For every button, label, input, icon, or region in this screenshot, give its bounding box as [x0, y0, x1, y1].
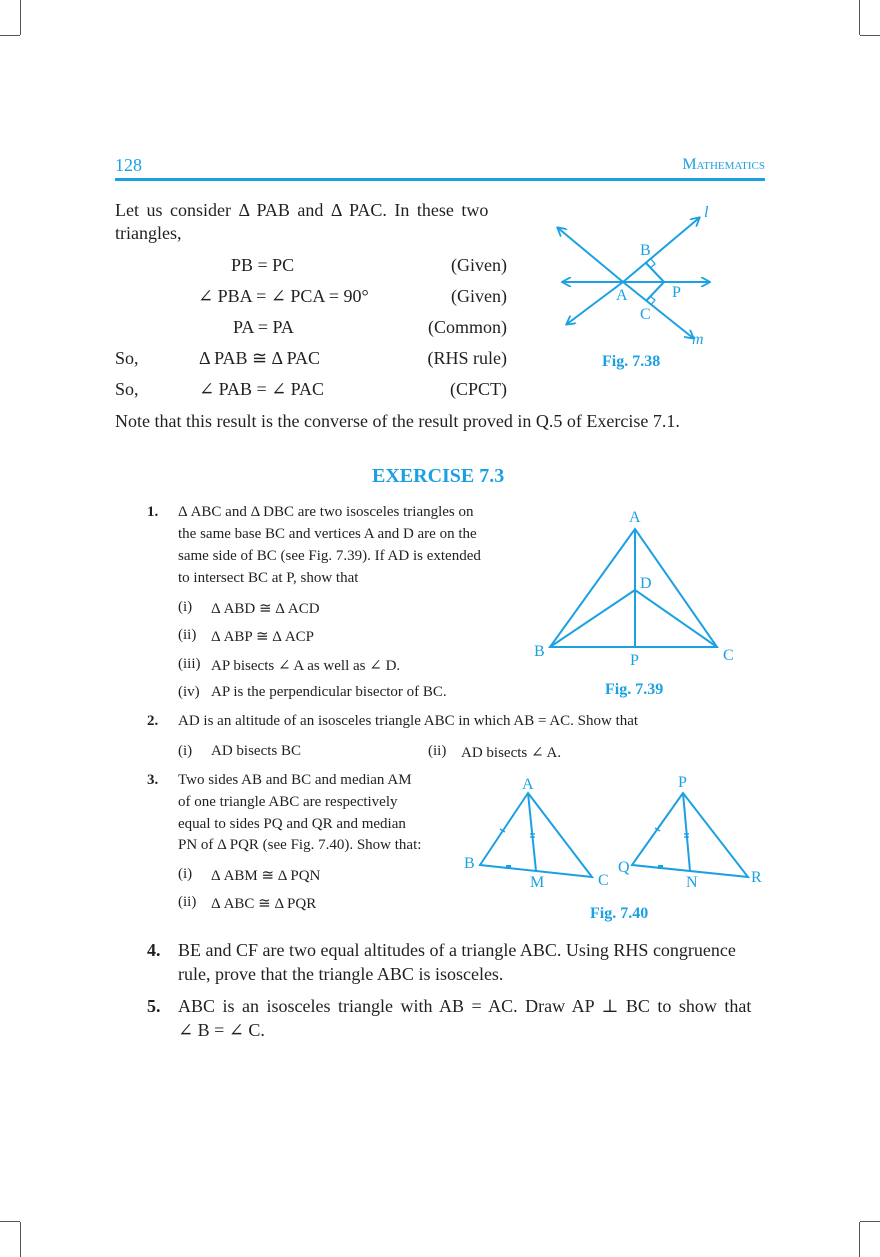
fig38-label-m: m	[692, 331, 704, 348]
fig39-label-B: B	[534, 643, 545, 660]
right-angle-b	[650, 259, 655, 268]
part-label: (i)	[178, 743, 193, 759]
exercise-title: EXERCISE 7.3	[372, 465, 505, 487]
crop-mark	[20, 1222, 21, 1257]
crop-mark	[859, 1222, 860, 1257]
proof-reason: (Common)	[428, 317, 507, 337]
part-text: Δ ABP ≅ Δ ACP	[211, 629, 315, 645]
fig40-label-M: M	[530, 874, 545, 891]
crop-mark	[860, 35, 880, 36]
q5-line: ∠ B = ∠ C.	[178, 1020, 265, 1040]
segment-pc	[646, 282, 664, 301]
fig40-label-Q: Q	[618, 859, 630, 876]
q3-line: Two sides AB and BC and median AM	[178, 772, 412, 788]
q5-line: ABC is an isosceles triangle with AB = AC. Draw AP ⊥ BC to show that	[178, 996, 752, 1016]
proof-statement: ∠ PAB = ∠ PAC	[199, 379, 325, 399]
page-number: 128	[115, 155, 142, 175]
part-text: AP bisects ∠ A as well as ∠ D.	[211, 658, 401, 674]
question-number: 5.	[147, 996, 161, 1016]
figure-7-38	[545, 200, 775, 350]
proof-statement: Δ PAB ≅ Δ PAC	[199, 348, 320, 368]
header-rule	[115, 178, 765, 181]
note-text: Note that this result is the converse of the result proved in Q.5 of Exercise 7.1.	[115, 411, 680, 431]
intro-line-1: Let us consider Δ PAB and Δ PAC. In these two	[115, 200, 489, 220]
ray-upper-left	[558, 228, 623, 282]
tick-qn	[658, 865, 663, 869]
proof-reason: (Given)	[451, 255, 507, 275]
fig38-label-A: A	[616, 287, 628, 304]
q3-line: of one triangle ABC are respectively	[178, 794, 398, 810]
fig38-caption: Fig. 7.38	[602, 353, 661, 370]
proof-statement: ∠ PBA = ∠ PCA = 90°	[198, 286, 369, 306]
segment-bd	[550, 590, 635, 647]
proof-reason: (CPCT)	[449, 379, 507, 399]
q2-text: AD is an altitude of an isosceles triangle ABC in which AB = AC. Show that	[178, 713, 639, 729]
part-text: Δ ABD ≅ Δ ACD	[211, 601, 320, 617]
crop-mark	[0, 35, 20, 36]
fig38-label-l: l	[704, 204, 709, 221]
part-label: (ii)	[178, 627, 197, 643]
part-text: AD bisects ∠ A.	[461, 745, 562, 761]
part-text: Δ ABM ≅ Δ PQN	[211, 868, 321, 884]
proof-reason: (Given)	[451, 286, 507, 306]
crop-mark	[859, 0, 860, 35]
part-text: Δ ABC ≅ Δ PQR	[211, 896, 317, 912]
fig38-label-B: B	[640, 242, 651, 259]
segment-pb	[646, 263, 664, 282]
fig39-caption: Fig. 7.39	[605, 681, 664, 698]
q3-line: equal to sides PQ and QR and median	[178, 816, 406, 832]
part-text: AD bisects BC	[211, 743, 301, 759]
part-label: (ii)	[178, 894, 197, 910]
fig38-label-C: C	[640, 306, 651, 323]
proof-reason: (RHS rule)	[427, 348, 507, 368]
figure-7-40	[470, 785, 760, 885]
median-pn	[683, 793, 690, 871]
q4-line: BE and CF are two equal altitudes of a triangle ABC. Using RHS congruence	[178, 940, 736, 960]
crop-mark	[860, 1221, 880, 1222]
q1-line: same side of BC (see Fig. 7.39). If AD is extended	[178, 548, 481, 564]
question-number: 2.	[147, 713, 159, 729]
tick-bm	[506, 865, 511, 869]
fig40-caption: Fig. 7.40	[590, 905, 649, 922]
segment-cd	[635, 590, 717, 647]
part-label: (iv)	[178, 684, 200, 700]
q1-line: Δ ABC and Δ DBC are two isosceles triangles on	[178, 504, 474, 520]
fig40-label-P: P	[678, 774, 687, 791]
fig38-label-P: P	[672, 284, 681, 301]
part-label: (i)	[178, 866, 193, 882]
q1-line: the same base BC and vertices A and D are on the	[178, 526, 477, 542]
q4-line: rule, prove that the triangle ABC is isosceles.	[178, 964, 504, 984]
part-label: (ii)	[428, 743, 447, 759]
fig40-label-N: N	[686, 874, 698, 891]
running-title: Mathematics	[682, 156, 765, 173]
proof-statement: PA = PA	[233, 317, 294, 337]
ray-lower-left	[567, 282, 623, 324]
part-label: (iii)	[178, 656, 201, 672]
crop-mark	[0, 1221, 20, 1222]
median-am	[528, 793, 536, 871]
line-m	[623, 282, 693, 338]
fig39-label-A: A	[629, 509, 641, 526]
fig40-label-R: R	[751, 869, 762, 886]
fig39-label-P: P	[630, 652, 639, 669]
question-number: 1.	[147, 504, 159, 520]
fig40-label-A: A	[522, 776, 534, 793]
proof-prefix: So,	[115, 379, 139, 399]
part-text: AP is the perpendicular bisector of BC.	[211, 684, 447, 700]
figure-7-39	[545, 520, 725, 655]
proof-prefix: So,	[115, 348, 139, 368]
fig40-label-B: B	[464, 855, 475, 872]
crop-mark	[20, 0, 21, 35]
q1-line: to intersect BC at P, show that	[178, 570, 359, 586]
q3-line: PN of Δ PQR (see Fig. 7.40). Show that:	[178, 837, 422, 853]
line-l	[623, 218, 699, 282]
fig39-label-D: D	[640, 575, 652, 592]
intro-line-2: triangles,	[115, 223, 182, 243]
proof-statement: PB = PC	[231, 255, 295, 275]
part-label: (i)	[178, 599, 193, 615]
fig39-label-C: C	[723, 647, 734, 664]
fig40-label-C: C	[598, 872, 609, 889]
question-number: 4.	[147, 940, 161, 960]
question-number: 3.	[147, 772, 159, 788]
